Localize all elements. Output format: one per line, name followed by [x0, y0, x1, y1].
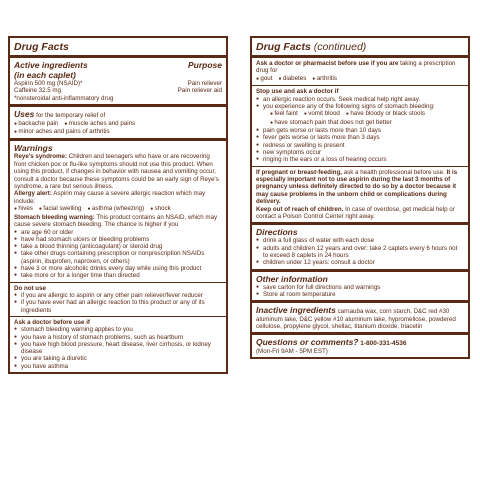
list-item: ● have stomach pain that does not get better	[270, 119, 392, 127]
allergy-text: Aspirin may cause a severe allergic reaction which may include:	[14, 190, 206, 205]
stomach-bleeding-warning	[14, 214, 222, 229]
list-item: ● muscle aches and pains	[64, 120, 135, 128]
reyes-text: Children and teenagers who have or are recovering from chicken pox or flu-like symptoms should not use this product. When using this product, if changes in behavior with nausea and vomiting occur, consult a doctor because these symptoms could be an early sign of Reye's syndrome, a rare but serious illness.	[14, 153, 219, 191]
stop-use-list-rest	[256, 127, 464, 163]
list-item: ● have 3 or more alcoholic drinks every day while using this product	[14, 265, 222, 272]
inactive-ingredients-section	[256, 305, 464, 330]
list-item: ● have had stomach ulcers or bleeding problems	[14, 236, 222, 243]
ingredient-row	[14, 87, 222, 94]
list-item: ● ringing in the ears or a loss of hearing occurs	[256, 156, 464, 163]
list-item: ● have bloody or black stools	[346, 110, 425, 118]
ingredient-purpose: Pain reliever aid	[177, 87, 222, 95]
pregnancy-warning	[256, 169, 464, 206]
directions-list	[256, 237, 464, 266]
stomach-text: This product contains an NSAID, which may cause severe stomach bleeding. The chance is higher if you	[14, 213, 218, 229]
pregnancy-lead: If pregnant or breast-feeding,	[256, 168, 342, 176]
reyes-warning	[14, 153, 222, 190]
list-item: ● you are taking a diuretic	[14, 355, 222, 362]
do-not-use-list	[14, 292, 222, 314]
pregnancy-text: ask a health professional before use.	[343, 168, 445, 176]
ingredient-purpose: Pain reliever	[187, 80, 222, 87]
list-item: ● asthma (wheezing)	[87, 205, 144, 213]
keep-out-lead: Keep out of reach of children.	[256, 205, 344, 213]
allergy-list	[14, 205, 222, 213]
list-item: ● gout	[256, 75, 272, 83]
list-item: ● minor aches and pains of arthritis	[14, 128, 110, 136]
inactive-ingredients-text: carnauba wax, corn starch, D&C red #30 aluminum lake, D&C yellow #10 aluminum lake, hypromellose, powdered cellulose, propylene glycol, shellac, titanium dioxide, triacetin	[256, 308, 456, 330]
ask-pharmacist-section	[256, 60, 464, 75]
list-item: ● you experience any of the following signs of stomach bleeding:	[256, 103, 464, 110]
list-item: ● vomit blood	[304, 110, 340, 118]
divider	[252, 55, 468, 58]
divider	[252, 222, 468, 225]
reyes-lead: Reye's syndrome:	[14, 153, 68, 161]
list-item: ● are age 60 or older	[14, 229, 222, 236]
divider	[10, 104, 226, 107]
ask-doctor-heading: Ask a doctor before use if	[14, 318, 90, 326]
stop-use-list	[256, 96, 464, 111]
list-item: ● hives	[14, 205, 33, 213]
list-item: ● new symptoms occur	[256, 149, 464, 156]
drug-facts-title	[256, 41, 464, 53]
ask-pharmacist-lead: Ask a doctor or pharmacist before use if you are	[256, 60, 399, 67]
list-item: ● take a blood thinning (anticoagulant) or steroid drug	[14, 243, 222, 250]
ask-doctor-list	[14, 326, 222, 370]
list-item: ● fever gets worse or lasts more than 3 days	[256, 134, 464, 141]
directions-heading: Directions	[256, 227, 298, 238]
questions-hours: (Mon-Fri 9AM - 5PM EST)	[256, 347, 328, 355]
list-item: ● pain gets worse or lasts more than 10 days	[256, 127, 464, 134]
list-item: ● take more or for a longer time than directed	[14, 272, 222, 279]
divider	[10, 316, 226, 317]
ask-pharmacist-list	[256, 75, 464, 83]
list-item: ● stomach bleeding warning applies to you	[14, 326, 222, 333]
divider	[10, 138, 226, 141]
list-item: ● you have a history of stomach problems, such as heartburn	[14, 334, 222, 341]
phone-number: 1-800-331-4536	[360, 340, 407, 348]
allergy-lead: Allergy alert:	[14, 190, 52, 198]
list-item: ● redness or swelling is present	[256, 142, 464, 149]
drug-facts-panel-right	[250, 36, 470, 359]
list-item: ● shock	[150, 205, 171, 213]
list-item: ● you have asthma	[14, 363, 222, 370]
nsaid-footnote: *nonsteroidal anti-inflammatory drug	[14, 94, 114, 102]
purpose-heading: Purpose	[187, 60, 222, 70]
list-item: ● Store at room temperature	[256, 291, 464, 298]
uses-list	[14, 120, 222, 137]
ingredient-name: Aspirin 500 mg (NSAID)*	[14, 80, 83, 87]
drug-facts-title: Drug Facts	[14, 41, 69, 53]
divider	[252, 332, 468, 335]
list-item: ● feel faint	[270, 110, 298, 118]
list-item: ● children under 12 years: consult a doctor	[256, 259, 464, 266]
list-item: ● diabetes	[278, 75, 306, 83]
list-item: ● if you are allergic to aspirin or any other pain reliever/fever reducer	[14, 292, 222, 299]
stomach-list	[14, 229, 222, 280]
other-information-heading: Other information	[256, 273, 328, 284]
list-item: ● backache pain	[14, 120, 58, 128]
divider	[252, 269, 468, 272]
uses-intro: for the temporary relief of	[36, 112, 106, 120]
questions-heading: Questions or comments?	[256, 337, 359, 348]
do-not-use-heading: Do not use	[14, 284, 46, 292]
divider	[10, 55, 226, 58]
divider	[10, 282, 226, 283]
other-information-list	[256, 284, 464, 299]
warnings-heading: Warnings	[14, 143, 53, 154]
stomach-lead: Stomach bleeding warning:	[14, 213, 95, 221]
list-item: ● take other drugs containing prescription or nonprescription NSAIDs (aspirin, ibuprofen, naproxen, or others)	[14, 250, 222, 265]
ask-pharmacist-text: taking a prescription drug for	[256, 60, 456, 75]
uses-heading: Uses	[14, 109, 35, 120]
drug-facts-title-text: Drug Facts	[256, 41, 311, 53]
active-ingredients-subheading: (in each caplet)	[14, 70, 76, 80]
stop-use-heading: Stop use and ask a doctor if	[256, 88, 339, 96]
inactive-ingredients-heading: Inactive ingredients	[256, 305, 336, 316]
keep-out-of-reach	[256, 206, 464, 221]
questions-section	[256, 337, 464, 347]
drug-facts-panel-left	[8, 36, 228, 374]
ingredient-row	[14, 80, 222, 87]
bleeding-signs-list	[256, 110, 464, 127]
list-item: ● an allergic reaction occurs. Seek medical help right away.	[256, 96, 464, 103]
divider	[252, 300, 468, 303]
divider	[252, 85, 468, 86]
list-item: ● save carton for full directions and warnings	[256, 284, 464, 291]
continued-label: (continued)	[313, 41, 367, 53]
list-item: ● if you have ever had an allergic reaction to this product or any of its ingredients	[14, 299, 222, 314]
list-item: ● adults and children 12 years and over: take 2 caplets every 6 hours not to exceed 8 caplets in 24 hours	[256, 245, 464, 260]
keep-out-text: In case of overdose, get medical help or contact a Poison Control Center right away.	[256, 205, 455, 220]
ingredient-name: Caffeine 32.5 mg	[14, 87, 62, 95]
pregnancy-bold-text: It is especially important not to use aspirin during the last 3 months of pregnancy unless definitely directed to do so by a doctor because it may cause problems in the unborn child or complications during delivery.	[256, 168, 458, 206]
list-item: ● you have high blood pressure, heart disease, liver cirrhosis, or kidney disease	[14, 341, 222, 356]
list-item: ● arthritis	[312, 75, 337, 83]
list-item: ● facial swelling	[39, 205, 82, 213]
list-item: ● drink a full glass of water with each dose	[256, 237, 464, 244]
allergy-alert	[14, 190, 222, 205]
active-ingredients-heading: Active ingredients	[14, 60, 88, 70]
divider	[252, 166, 468, 167]
